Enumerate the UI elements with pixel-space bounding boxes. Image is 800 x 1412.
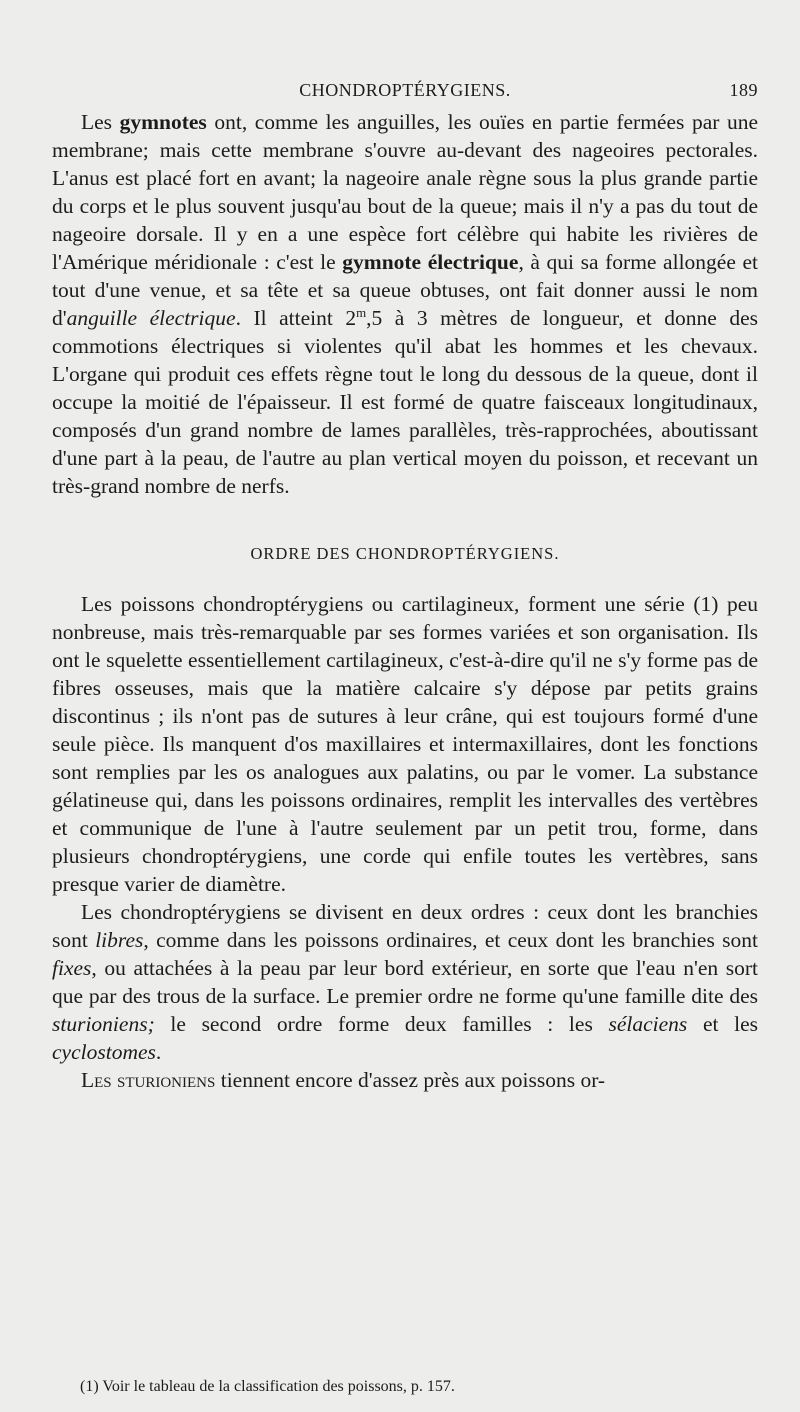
text-run: Les [81, 110, 120, 134]
text-run: Les chondroptérygiens se divisent en deux ordres : ceux dont les branchies sont [52, 900, 758, 952]
section-heading: ORDRE DES CHONDROPTÉRYGIENS. [250, 544, 560, 563]
body-text [52, 108, 758, 1094]
footnote: (1) Voir le tableau de la classification des poissons, p. 157. [80, 1378, 455, 1395]
italic-term: libres [95, 928, 144, 952]
text-run: et les [687, 1012, 758, 1036]
italic-term: cyclostomes [52, 1040, 156, 1064]
text-run: Les poissons chondroptérygiens ou cartilagineux, forment une série (1) peu nonbreuse, mais très-remarquable par ses formes variées et son organisation. Ils ont le squelette essentiellement cartilagineux, c'est-à-dire qu'il ne s'y forme pas de fibres osseuses, mais que la matière calcaire s'y dépose par petits grains discontinus ; ils n'ont pas de sutures à leur crâne, qui est toujours formé d'une seule pièce. Ils manquent d'os maxillaires et intermaxillaires, dont les fonctions sont remplies par les os analogues aux palatins, ou par le vomer. La substance gélatineuse qui, dans les poissons ordinaires, remplit les intervalles des vertèbres et communique de l'une à l'autre seulement par un petit trou, forme, dans plusieurs chondroptérygiens, une corde qui enfile toutes les vertèbres, sans presque varier de diamètre. [52, 592, 758, 896]
italic-term: anguille électrique [66, 306, 236, 330]
paragraph-gymnotes [52, 108, 758, 500]
italic-term: sturioniens; [52, 1012, 155, 1036]
superscript: m [356, 305, 367, 320]
page-number: 189 [729, 80, 758, 100]
italic-term: sélaciens [608, 1012, 688, 1036]
bold-term: gymnote électrique [342, 250, 519, 274]
text-run: tiennent encore d'assez près aux poissons or- [215, 1068, 606, 1092]
bold-term: gymnotes [119, 110, 207, 134]
text-run: le second ordre forme deux familles : les [154, 1012, 609, 1036]
running-title: CHONDROPTÉRYGIENS. [299, 80, 511, 100]
text-run: ont, comme les anguilles, les ouïes en partie fermées par une membrane; mais cette membrane s'ouvre au-devant des nageoires pectorales. L'anus est placé fort en avant; la nageoire anale règne sous la plus grande partie du corps et le plus souvent jusqu'au bout de la queue; mais il n'y a pas du tout de nageoire dorsale. Il y en a une espèce fort célèbre qui habite les rivières de l'Amérique méridionale : c'est le [52, 110, 759, 274]
small-caps-term: Les sturioniens [81, 1068, 216, 1092]
text-run: , comme dans les poissons ordinaires, et ceux dont les branchies sont [143, 928, 759, 952]
running-head [52, 80, 758, 106]
italic-term: fixes [52, 956, 92, 980]
paragraph-sturioniens [52, 1066, 758, 1094]
paragraph-orders [52, 898, 758, 1066]
text-run: ,5 à 3 mètres de longueur, et donne des commotions électriques si violentes qu'il abat les hommes et les chevaux. L'organe qui produit ces effets règne tout le long du dessous de la queue, dont il occupe la moitié de l'épaisseur. Il est formé de quatre faisceaux longitudinaux, composés d'un grand nombre de lames parallèles, très-rapprochées, aboutissant d'une part à la peau, de l'autre au plan vertical moyen du poisson, et recevant un très-grand nombre de nerfs. [52, 306, 758, 498]
text-run: , ou attachées à la peau par leur bord extérieur, en sorte que l'eau n'en sort que par des trous de la surface. Le premier ordre ne forme qu'une famille dite des [52, 956, 758, 1008]
text-run: . [155, 1040, 162, 1064]
text-run: . Il atteint 2 [235, 306, 357, 330]
paragraph-chondropterygiens [52, 590, 758, 898]
text-run: , à qui sa forme allongée et tout d'une venue, et sa tête et sa queue obtuses, ont fait donner aussi le nom d' [52, 250, 758, 330]
